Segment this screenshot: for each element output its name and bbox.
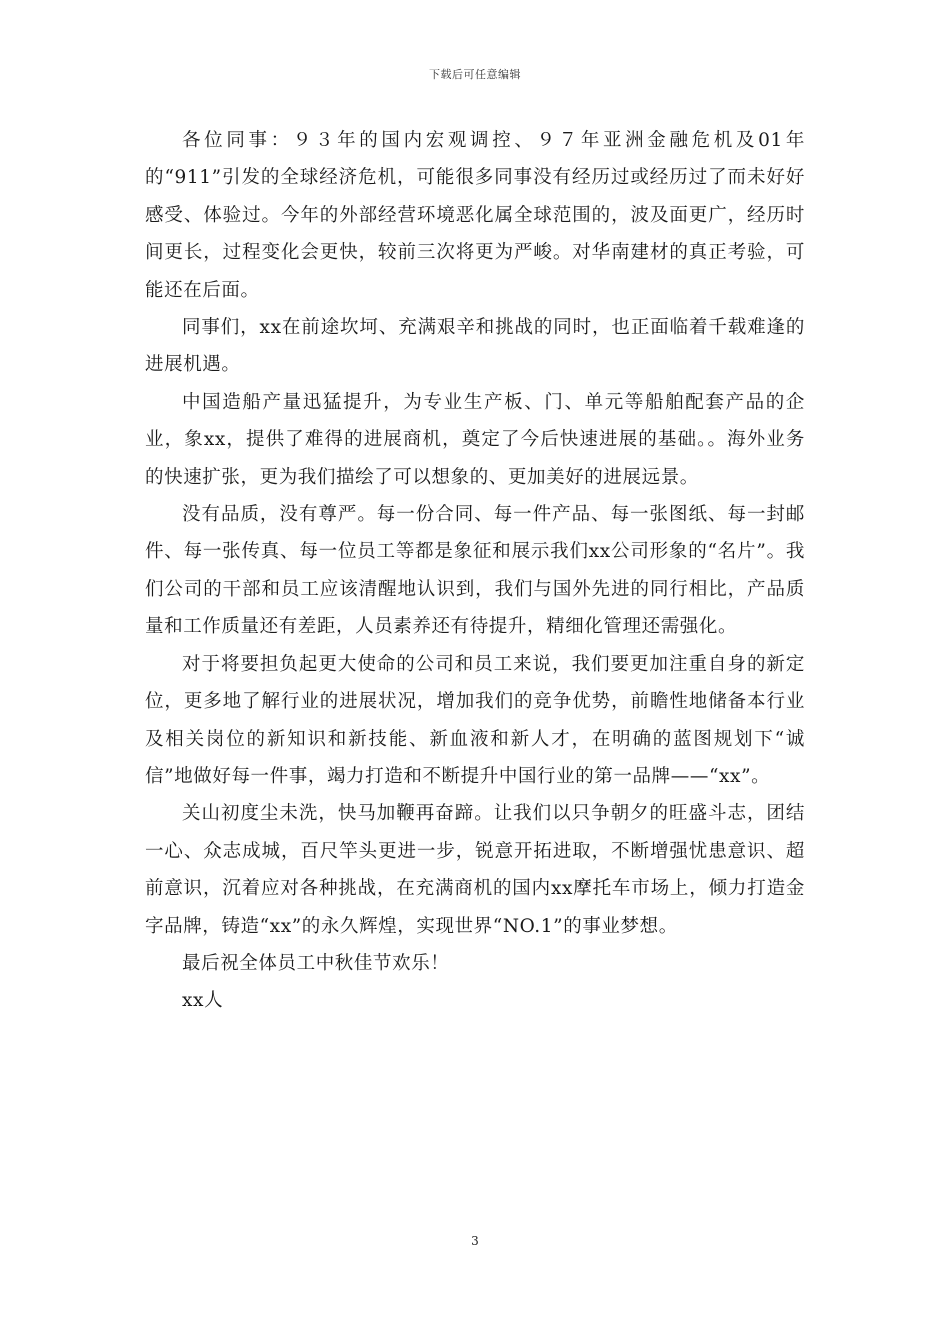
paragraph-greeting-closing: 最后祝全体员工中秋佳节欢乐！	[182, 952, 450, 974]
paragraph-quality: 没有品质，没有尊严。每一份合同、每一件产品、每一张图纸、每一封邮件、每一张传真、每一位员工等都是象征和展示我们xx公司形象的“名片”。我们公司的干部和员工应该清醒地认识到，我们与国外先进的同行相比，产品质量和工作质量还有差距，人员素养还有待提升，精细化管理还需强化。	[145, 504, 805, 638]
page-number: 3	[471, 1234, 479, 1248]
page-header: 下载后可任意编辑	[429, 68, 521, 81]
paragraph-signature: xx人	[182, 990, 224, 1012]
paragraph-shipbuilding: 中国造船产量迅猛提升，为专业生产板、门、单元等船舶配套产品的企业，象xx，提供了难得的进展商机，奠定了今后快速进展的基础。。海外业务的快速扩张，更为我们描绘了可以想象的、更加美好的进展远景。	[145, 391, 805, 488]
paragraph-call-to-action: 关山初度尘未洗，快马加鞭再奋蹄。让我们以只争朝夕的旺盛斗志，团结一心、众志成城，百尺竿头更进一步，锐意开拓进取，不断增强忧患意识、超前意识，沉着应对各种挑战，在充满商机的国内xx摩托车市场上，倾力打造金字品牌，铸造“xx”的永久辉煌，实现世界“NO.1”的事业梦想。	[145, 803, 805, 937]
paragraph-opportunity: 同事们，xx在前途坎坷、充满艰辛和挑战的同时，也正面临着千载难逢的进展机遇。	[145, 317, 805, 376]
paragraph-greeting: 各位同事：９３年的国内宏观调控、９７年亚洲金融危机及01年的“911”引发的全球经济危机，可能很多同事没有经历过或经历过了而未好好感受、体验过。今年的外部经营环境恶化属全球范围的，波及面更广，经历时间更长，过程变化会更快，较前三次将更为严峻。对华南建材的真正考验，可能还在后面。	[145, 130, 805, 301]
paragraph-positioning: 对于将要担负起更大使命的公司和员工来说，我们要更加注重自身的新定位，更多地了解行业的进展状况，增加我们的竞争优势，前瞻性地储备本行业及相关岗位的新知识和新技能、新血液和新人才，在明确的蓝图规划下“诚信”地做好每一件事，竭力打造和不断提升中国行业的第一品牌——“xx”。	[145, 653, 805, 787]
document-body	[145, 122, 805, 1020]
